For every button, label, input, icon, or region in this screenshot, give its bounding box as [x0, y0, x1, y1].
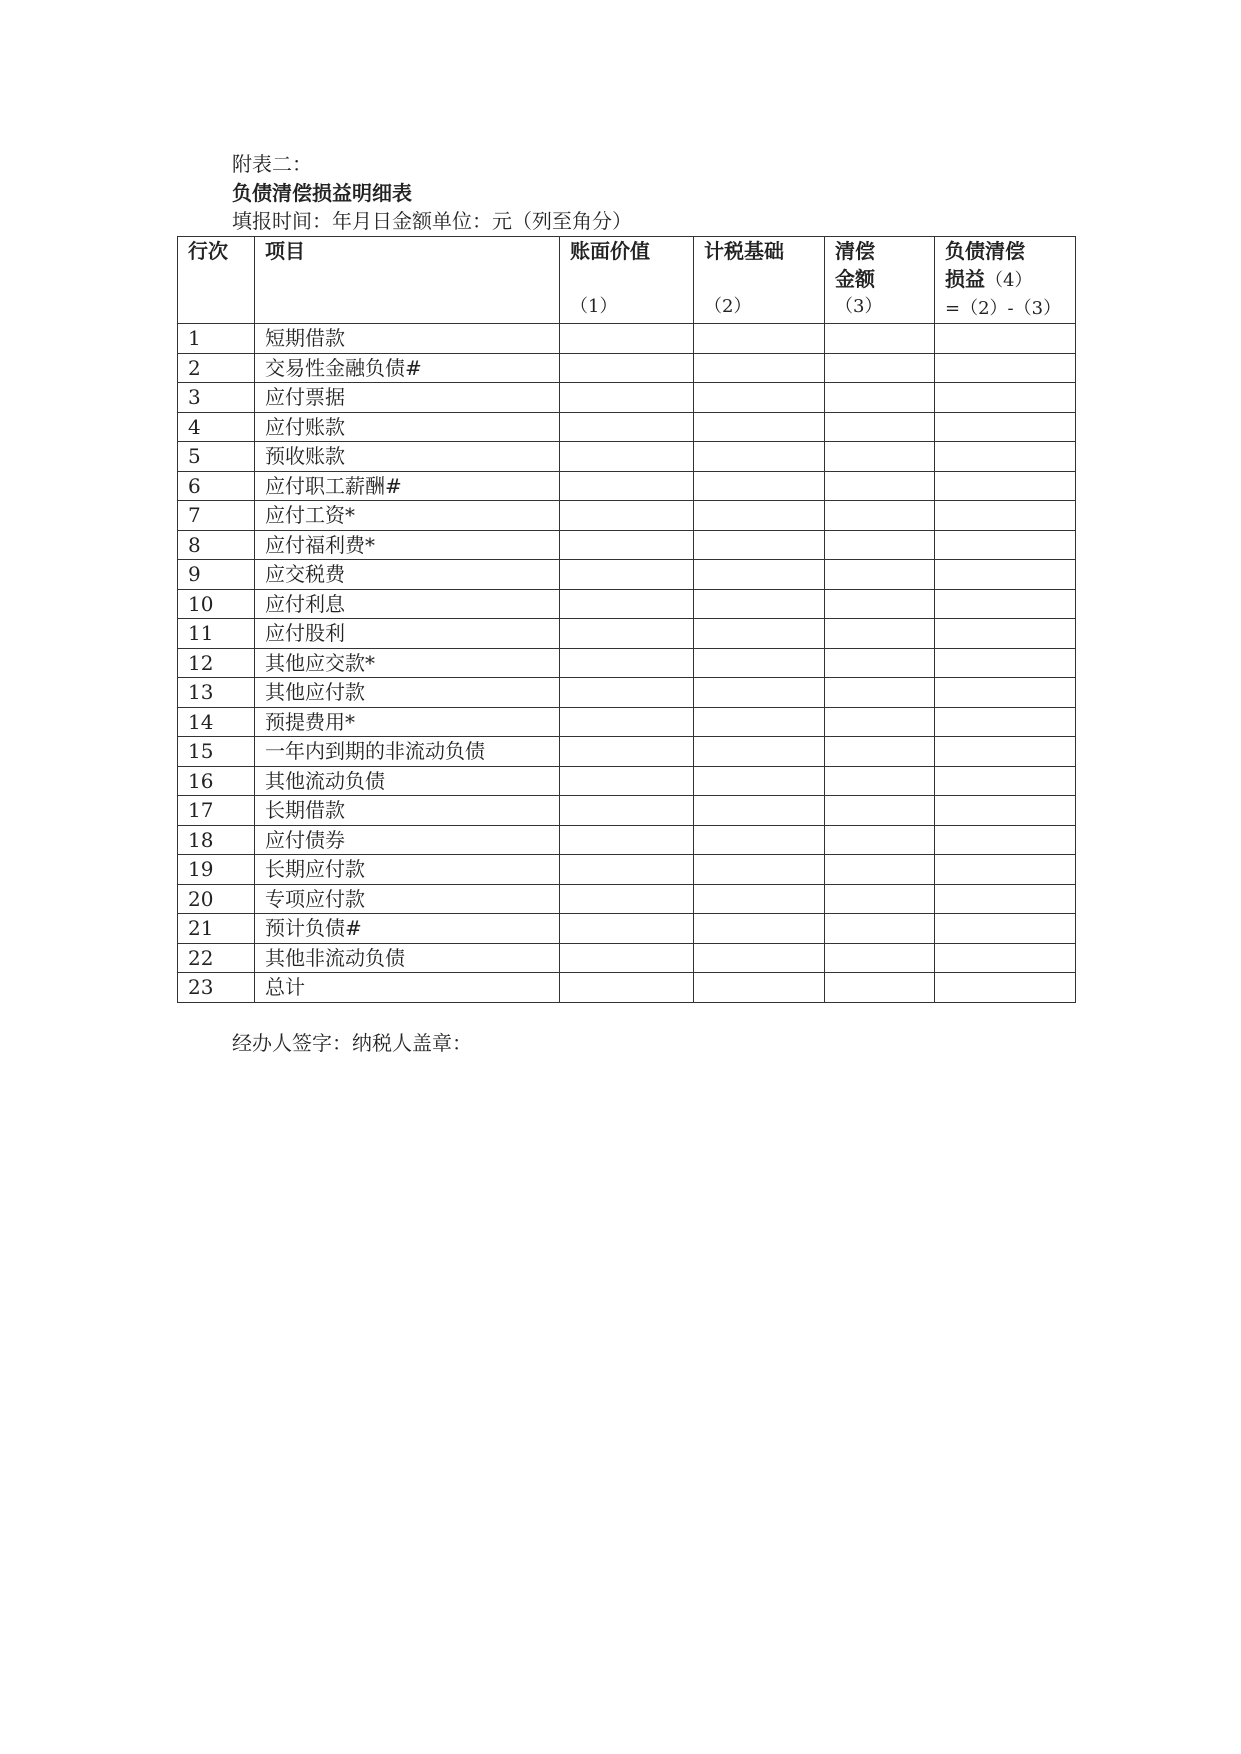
table-row	[178, 914, 1076, 944]
settlement-amount-cell	[825, 530, 935, 560]
tax-basis-cell	[694, 737, 825, 767]
item-name-cell: 短期借款	[255, 324, 560, 354]
col-label: 项目	[265, 239, 305, 263]
book-value-cell	[560, 383, 694, 413]
table-row	[178, 737, 1076, 767]
gain-loss-cell	[935, 619, 1076, 649]
col-label-line1: 清偿	[835, 239, 875, 263]
book-value-cell	[560, 943, 694, 973]
col-sub: （1）	[570, 296, 618, 317]
settlement-amount-cell	[825, 737, 935, 767]
tax-basis-cell	[694, 884, 825, 914]
book-value-cell	[560, 884, 694, 914]
col-label-line2: 金额	[835, 267, 875, 291]
gain-loss-cell	[935, 412, 1076, 442]
gain-loss-cell	[935, 973, 1076, 1003]
settlement-amount-cell	[825, 766, 935, 796]
gain-loss-cell	[935, 501, 1076, 531]
book-value-cell	[560, 648, 694, 678]
col-label-suffix: （4）	[985, 270, 1033, 291]
gain-loss-cell	[935, 648, 1076, 678]
tax-basis-cell	[694, 353, 825, 383]
tax-basis-cell	[694, 796, 825, 826]
row-number-cell: 18	[178, 825, 255, 855]
item-name-cell: 应付职工薪酬#	[255, 471, 560, 501]
col-sub: （3）	[835, 296, 883, 317]
settlement-amount-cell	[825, 353, 935, 383]
col-sub: （2）	[704, 296, 752, 317]
table-row	[178, 471, 1076, 501]
table-row	[178, 353, 1076, 383]
gain-loss-cell	[935, 353, 1076, 383]
gain-loss-cell	[935, 766, 1076, 796]
item-name-cell: 应付账款	[255, 412, 560, 442]
row-number-cell: 23	[178, 973, 255, 1003]
row-number-cell: 22	[178, 943, 255, 973]
table-body	[178, 324, 1076, 1003]
row-number-cell: 2	[178, 353, 255, 383]
row-number-cell: 17	[178, 796, 255, 826]
settlement-amount-cell	[825, 648, 935, 678]
book-value-cell	[560, 471, 694, 501]
gain-loss-cell	[935, 324, 1076, 354]
item-name-cell: 预计负债#	[255, 914, 560, 944]
table-row	[178, 707, 1076, 737]
gain-loss-cell	[935, 943, 1076, 973]
gain-loss-cell	[935, 884, 1076, 914]
table-row	[178, 973, 1076, 1003]
book-value-cell	[560, 501, 694, 531]
book-value-cell	[560, 324, 694, 354]
book-value-cell	[560, 530, 694, 560]
row-number-cell: 7	[178, 501, 255, 531]
item-name-cell: 交易性金融负债#	[255, 353, 560, 383]
gain-loss-cell	[935, 825, 1076, 855]
col-item	[255, 237, 560, 324]
book-value-cell	[560, 678, 694, 708]
settlement-amount-cell	[825, 501, 935, 531]
tax-basis-cell	[694, 530, 825, 560]
settlement-amount-cell	[825, 383, 935, 413]
row-number-cell: 16	[178, 766, 255, 796]
book-value-cell	[560, 412, 694, 442]
book-value-cell	[560, 442, 694, 472]
row-number-cell: 21	[178, 914, 255, 944]
tax-basis-cell	[694, 855, 825, 885]
item-name-cell: 总计	[255, 973, 560, 1003]
table-row	[178, 943, 1076, 973]
report-meta: 填报时间：年月日金额单位：元（列至角分）	[232, 209, 632, 233]
settlement-amount-cell	[825, 855, 935, 885]
col-sub: =（2）-（3）	[945, 298, 1062, 319]
item-name-cell: 一年内到期的非流动负债	[255, 737, 560, 767]
table-header	[178, 237, 1076, 324]
book-value-cell	[560, 766, 694, 796]
table-row	[178, 560, 1076, 590]
tax-basis-cell	[694, 324, 825, 354]
row-number-cell: 20	[178, 884, 255, 914]
gain-loss-cell	[935, 383, 1076, 413]
table-row	[178, 648, 1076, 678]
item-name-cell: 其他应交款*	[255, 648, 560, 678]
table-row	[178, 589, 1076, 619]
row-number-cell: 19	[178, 855, 255, 885]
tax-basis-cell	[694, 707, 825, 737]
settlement-amount-cell	[825, 471, 935, 501]
tax-basis-cell	[694, 825, 825, 855]
item-name-cell: 其他非流动负债	[255, 943, 560, 973]
row-number-cell: 11	[178, 619, 255, 649]
item-name-cell: 预提费用*	[255, 707, 560, 737]
row-number-cell: 12	[178, 648, 255, 678]
col-label: 计税基础	[704, 239, 784, 263]
row-number-cell: 3	[178, 383, 255, 413]
col-tax-basis	[694, 237, 825, 324]
settlement-amount-cell	[825, 825, 935, 855]
table-row	[178, 855, 1076, 885]
book-value-cell	[560, 855, 694, 885]
item-name-cell: 预收账款	[255, 442, 560, 472]
book-value-cell	[560, 589, 694, 619]
settlement-amount-cell	[825, 707, 935, 737]
book-value-cell	[560, 707, 694, 737]
table-row	[178, 766, 1076, 796]
table-row	[178, 796, 1076, 826]
item-name-cell: 其他应付款	[255, 678, 560, 708]
row-number-cell: 10	[178, 589, 255, 619]
gain-loss-cell	[935, 737, 1076, 767]
table-row	[178, 884, 1076, 914]
gain-loss-cell	[935, 560, 1076, 590]
tax-basis-cell	[694, 471, 825, 501]
tax-basis-cell	[694, 973, 825, 1003]
item-name-cell: 应付福利费*	[255, 530, 560, 560]
col-label-line1: 负债清偿	[945, 239, 1025, 263]
gain-loss-cell	[935, 678, 1076, 708]
settlement-amount-cell	[825, 560, 935, 590]
book-value-cell	[560, 353, 694, 383]
tax-basis-cell	[694, 442, 825, 472]
gain-loss-cell	[935, 589, 1076, 619]
item-name-cell: 应付股利	[255, 619, 560, 649]
tax-basis-cell	[694, 914, 825, 944]
tax-basis-cell	[694, 766, 825, 796]
settlement-amount-cell	[825, 619, 935, 649]
book-value-cell	[560, 825, 694, 855]
table-row	[178, 619, 1076, 649]
row-number-cell: 5	[178, 442, 255, 472]
gain-loss-cell	[935, 707, 1076, 737]
row-number-cell: 15	[178, 737, 255, 767]
gain-loss-cell	[935, 796, 1076, 826]
settlement-amount-cell	[825, 442, 935, 472]
tax-basis-cell	[694, 678, 825, 708]
row-number-cell: 4	[178, 412, 255, 442]
table-row	[178, 825, 1076, 855]
gain-loss-cell	[935, 855, 1076, 885]
book-value-cell	[560, 560, 694, 590]
item-name-cell: 应交税费	[255, 560, 560, 590]
row-number-cell: 13	[178, 678, 255, 708]
row-number-cell: 1	[178, 324, 255, 354]
book-value-cell	[560, 796, 694, 826]
form-title: 负债清偿损益明细表	[232, 181, 412, 205]
table-row	[178, 442, 1076, 472]
settlement-amount-cell	[825, 412, 935, 442]
item-name-cell: 长期应付款	[255, 855, 560, 885]
settlement-amount-cell	[825, 973, 935, 1003]
item-name-cell: 应付工资*	[255, 501, 560, 531]
row-number-cell: 14	[178, 707, 255, 737]
signature-line: 经办人签字：纳税人盖章：	[232, 1031, 472, 1055]
col-label: 行次	[188, 239, 228, 263]
table-row	[178, 383, 1076, 413]
book-value-cell	[560, 737, 694, 767]
tax-basis-cell	[694, 619, 825, 649]
table-row	[178, 678, 1076, 708]
item-name-cell: 专项应付款	[255, 884, 560, 914]
gain-loss-cell	[935, 471, 1076, 501]
row-number-cell: 8	[178, 530, 255, 560]
item-name-cell: 长期借款	[255, 796, 560, 826]
tax-basis-cell	[694, 943, 825, 973]
tax-basis-cell	[694, 501, 825, 531]
table-row	[178, 501, 1076, 531]
settlement-amount-cell	[825, 943, 935, 973]
book-value-cell	[560, 973, 694, 1003]
attachment-label: 附表二：	[232, 152, 312, 176]
row-number-cell: 6	[178, 471, 255, 501]
settlement-amount-cell	[825, 324, 935, 354]
item-name-cell: 应付利息	[255, 589, 560, 619]
settlement-amount-cell	[825, 589, 935, 619]
table-row	[178, 530, 1076, 560]
table-row	[178, 412, 1076, 442]
liability-settlement-table	[177, 236, 1076, 1003]
tax-basis-cell	[694, 412, 825, 442]
col-settlement-gain-loss	[935, 237, 1076, 324]
table-row	[178, 324, 1076, 354]
tax-basis-cell	[694, 589, 825, 619]
col-label-line2: 损益	[945, 267, 985, 291]
col-book-value	[560, 237, 694, 324]
tax-basis-cell	[694, 648, 825, 678]
settlement-amount-cell	[825, 796, 935, 826]
settlement-amount-cell	[825, 678, 935, 708]
row-number-cell: 9	[178, 560, 255, 590]
gain-loss-cell	[935, 530, 1076, 560]
tax-basis-cell	[694, 560, 825, 590]
settlement-amount-cell	[825, 884, 935, 914]
col-label: 账面价值	[570, 239, 650, 263]
book-value-cell	[560, 619, 694, 649]
tax-basis-cell	[694, 383, 825, 413]
item-name-cell: 应付债券	[255, 825, 560, 855]
book-value-cell	[560, 914, 694, 944]
gain-loss-cell	[935, 914, 1076, 944]
gain-loss-cell	[935, 442, 1076, 472]
col-settlement-amount	[825, 237, 935, 324]
col-row-no	[178, 237, 255, 324]
settlement-amount-cell	[825, 914, 935, 944]
item-name-cell: 应付票据	[255, 383, 560, 413]
item-name-cell: 其他流动负债	[255, 766, 560, 796]
